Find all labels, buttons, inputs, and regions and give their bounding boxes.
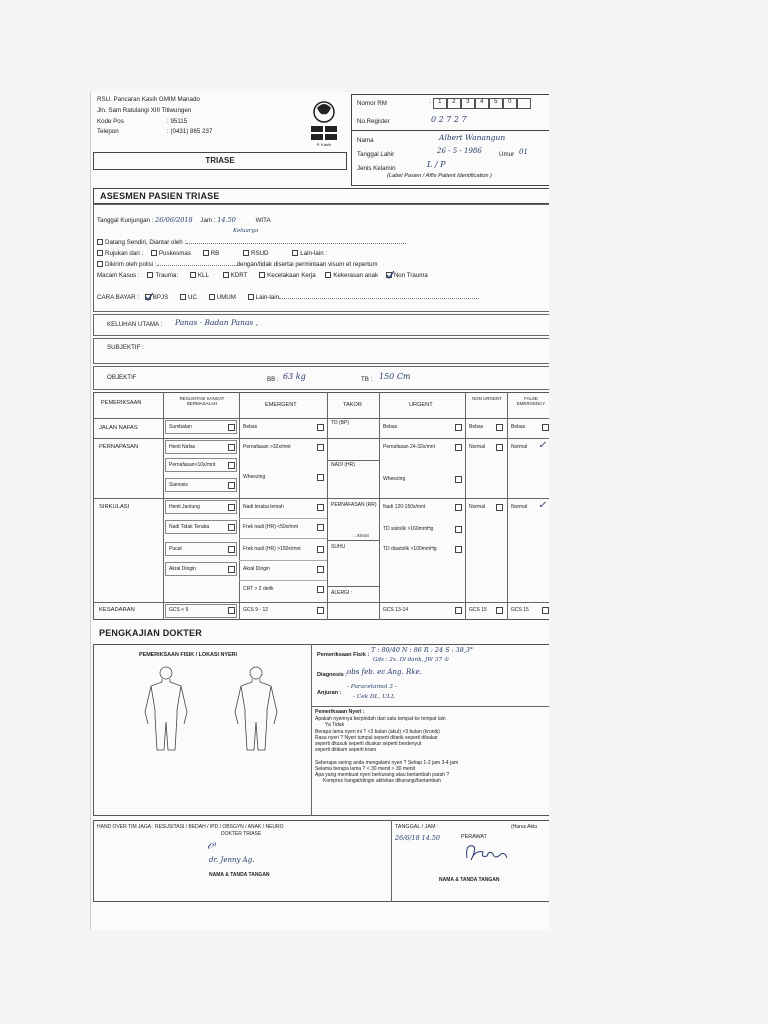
urgent-gcs: GCS 13-14 [383,607,409,613]
anjuran-label: Anjuran : [317,690,342,696]
jam-label: Jam : [200,217,216,224]
bayar-row [97,294,479,302]
handover-label: HAND OVER TIM JAGA : RESUSITASI / BEDAH / IPD / OBSGYN / ANAK / NEURO [97,824,284,830]
emergent-wheezing: Wheezing [243,474,266,480]
emergent-hr-lt50: Frek nadi (HR) <50x/mnt [243,524,298,530]
non-normal-nafas: Normal [469,444,486,450]
row-label-pernapasan: PERNAPASAN [99,444,139,450]
dikirim-row [97,261,378,269]
triage-form-paper [90,92,549,930]
phone-label: Telepon [97,128,119,136]
resus-sumbatan-checkbox[interactable] [228,424,235,431]
emergent-hr-lt50-checkbox[interactable] [317,524,324,531]
non-bebas-checkbox[interactable] [496,424,503,431]
takor-alergi: ALERGI : [331,590,353,596]
emergent-nafas-gt32-checkbox[interactable] [317,444,324,451]
fisik-value-2: Gds : 2x. Dl dank, JW 37 ① [373,657,449,663]
lain-checkbox[interactable] [292,250,298,256]
tanggal-label: TANGGAL / JAM : [395,824,439,830]
non-normal-sirkulasi-checkbox[interactable] [496,504,503,511]
false-gcs: GCS 15 [511,607,529,613]
nyeri-line: Kompres hangat/dingin aktivitas dikurangi/bertambah [323,778,441,785]
sex-label: Jenis Kelamin [357,165,396,172]
nyeri-heading: Pemeriksaan Nyeri : [315,709,365,715]
resus-henti-jantung: Henti Jantung [169,504,200,510]
emergent-nafas-gt32: Pernafasan >32x/mnt [243,444,291,450]
emergent-nadi-lemah: Nadi teraba lemah [243,504,284,510]
resus-akral-checkbox[interactable] [228,566,235,573]
row-label-jalan-nafas: JALAN NAFAS [99,425,138,431]
tb-value: 150 Cm [379,372,411,381]
nama-ttd-left: NAMA & TANDA TANGAN [209,872,270,878]
urgent-bebas-checkbox[interactable] [455,424,462,431]
dob-label: Tanggal Lahir [357,151,395,158]
objektif-label: OBJEKTIF [107,374,137,381]
asesmen-heading: ASESMEN PASIEN TRIASE [100,191,220,201]
postal-value: : 95115 [167,117,188,125]
rsud-label: RSUD [250,250,269,257]
sex-value: L / P [427,160,446,169]
nyeri-line: Rasa nyeri ? Nyeri tumpul seperti ditarik seperti dibakar [315,734,438,741]
kerja-label: Kecelakaan Kerja [267,272,316,279]
hdr-non-urgent: NON URGENT [472,396,502,401]
triase-banner [93,152,347,170]
nyeri-line: seperti ditikam seperti kram [315,747,377,754]
false-normal-nafas-mark: ✓ [538,440,547,451]
hdr-emergent: EMERGENT [265,402,297,408]
takor-pernafasan: PERNAFASAN (RR) [331,502,377,508]
nyeri-line: Selama berapa lama ? < 30 menit > 30 menit [315,765,416,772]
row-label-kesadaran: KESADARAN [99,607,135,613]
puskesmas-checkbox[interactable] [151,250,157,256]
resus-gcs: GCS < 9 [169,607,189,613]
resus-nadi-tidak-teraba: Nadi Tidak Teraba [169,524,210,530]
age-value: 01 [519,148,528,156]
false-gcs-checkbox[interactable] [542,607,549,614]
emergent-gcs-checkbox[interactable] [317,607,324,614]
lainlain-checkbox[interactable] [248,294,254,300]
resus-henti-nafas-checkbox[interactable] [228,444,235,451]
urgent-td-sistolik: TD sistolik >160mmHg [383,526,434,532]
bayar-label: CARA BAYAR : [97,294,140,301]
name-value: Albert Wanangun [439,133,506,142]
urgent-diastolik-checkbox[interactable] [455,546,462,553]
resus-sianosis: Sianosis [169,482,188,488]
takor-nadi: NADI (HR) [331,462,355,468]
urgent-nadi-checkbox[interactable] [455,504,462,511]
subjektif-label: SUBJEKTIF : [107,344,144,351]
fisik-lokasi-heading: PEMERIKSAAN FISIK / LOKASI NYERI [139,652,237,658]
hdr-takor: TAKOR [343,402,362,408]
non-bebas: Bebas [469,424,484,430]
hospital-address: Jln. Sam Ratulangi XIII Titiwungen [97,106,192,114]
emergent-crt-checkbox[interactable] [317,586,324,593]
dokter-heading: PENGKAJIAN DOKTER [99,628,202,638]
dob-value: 26 - 5 - 1986 [437,147,482,155]
non-gcs-checkbox[interactable] [496,607,503,614]
rb-checkbox[interactable] [203,250,209,256]
bpjs-checkbox[interactable] [145,294,151,300]
urgent-sistolik-checkbox[interactable] [455,526,462,533]
tanggal-value: 26/6/18 14.50 [395,834,440,842]
kll-label: KLL [197,272,209,279]
resus-nadi-checkbox[interactable] [228,524,235,531]
resus-nafas-lt10: Pernafasan<10x/mnt [169,462,216,468]
hdr-resusitasi: RESUSITASI SANGAT BERMASALAH [179,396,225,407]
diagnosis-label: Diagnosis : [317,672,348,678]
resus-sianosis-checkbox[interactable] [228,482,235,489]
perawat-signature [461,840,511,866]
subjektif-box [93,338,549,364]
reg-label: No.Register [357,118,390,125]
rm-label: Nomor RM [357,100,387,107]
uc-label: UC [188,294,197,301]
keluhan-value: Panas · Badan Panas , [175,318,259,327]
name-label: Nama [357,137,374,144]
hospital-name: RSU. Pancaran Kasih GMIM Manado [97,96,200,103]
false-normal-sirkulasi-mark: ✓ [538,500,547,511]
non-normal-nafas-checkbox[interactable] [496,444,503,451]
lainlain-label: Lain-lain [255,294,280,301]
rm-digit: 4 [475,98,489,109]
dikirim-checkbox[interactable] [97,261,103,267]
dikirim-note: dengan/tidak disertai permintaan visum et repertum [236,261,378,268]
resus-pucat-checkbox[interactable] [228,546,235,553]
datang-checkbox[interactable] [97,239,103,245]
urgent-wheezing-checkbox[interactable] [455,476,462,483]
wita-label: WITA [255,217,271,224]
visit-value: 26/06/2018 [155,216,193,224]
false-normal-sirkulasi: Normal [511,504,528,510]
rm-digit: 1 [433,98,447,109]
dokter-sign: dr. Jenny Ag. [209,856,255,864]
reg-value: 0 2 7 2 7 [431,115,467,124]
anak-checkbox[interactable] [325,272,331,278]
urgent-gcs-checkbox[interactable] [455,607,462,614]
age-label: Umur [499,151,515,158]
bb-value: 63 kg [283,372,306,381]
tb-label: TB : [361,376,373,383]
emergent-hr-gt150-checkbox[interactable] [317,546,324,553]
perawat-label: PERAWAT [461,834,487,840]
urgent-nafas-checkbox[interactable] [455,444,462,451]
rm-digit [517,98,531,109]
false-bebas: Bebas [511,424,526,430]
logo-caption: P. Kasih [316,142,332,147]
bb-label: BB : [267,376,279,383]
urgent-nafas-24-32: Pernafasan 24-32x/mnt [383,444,435,450]
hdr-false-emergency: FALSE EMERGENCY [516,396,546,407]
row-label-sirkulasi: SIRKULASI [99,504,130,510]
bpjs-label: BPJS [152,294,169,301]
body-front-figure[interactable] [131,664,201,754]
resus-akral-dingin: Akral Dingin [169,566,196,572]
puskesmas-label: Puskesmas [158,250,191,257]
rm-digit: 3 [461,98,475,109]
false-bebas-checkbox[interactable] [542,424,549,431]
visit-row [97,216,271,225]
macam-row [97,272,428,280]
dokter-sign-mark: 𝒪ᵈ [207,842,217,852]
rm-digit: 0 [503,98,517,109]
urgent-bebas: Bebas [383,424,398,430]
non-trauma-checkbox[interactable] [386,272,392,278]
takor-td: TD (BP) [331,420,350,426]
rm-digit: 2 [447,98,461,109]
trauma-label: Trauma: [155,272,179,279]
rsud-checkbox[interactable] [243,250,249,256]
objektif-box [93,366,549,390]
urgent-wheezing: Wheezing [383,476,406,482]
visit-label: Tanggal Kunjungan : [97,217,154,224]
rm-digits: : 1 2 3 4 5 0 [429,98,531,109]
jam-value: 14.50 [217,216,236,224]
resus-sumbatan: Sumbatan [169,424,192,430]
lain-label: Lain-lain : [300,250,328,257]
emergent-gcs: GCS 9 - 12 [243,607,269,613]
uc-checkbox[interactable] [180,294,186,300]
keluhan-label: KELUHAN UTAMA : [107,321,163,328]
nyeri-line: Seberapa sering anda mengalami nyeri ? Setiap 1-2 jam 3-4 jam [315,759,459,766]
rb-label: RB [210,250,220,257]
asesmen-banner [93,188,549,204]
datang-row [97,239,406,247]
nyeri-lines [315,716,458,785]
hdr-pemeriksaan: PEMERIKSAAN [101,400,142,406]
hospital-info [97,96,212,136]
emergent-akral-dingin: Akral Dingin [243,566,270,572]
nyeri-line: Ya Tidak [325,722,345,729]
resus-henti-nafas: Henti Nafas [169,444,196,450]
anjuran-value-1: - Paracetamol 3 - [347,684,397,690]
hospital-logo [305,98,343,148]
triase-title: TRIASE [205,156,235,165]
emergent-hr-gt150: Frek nadi (HR) >150x/mnt [243,546,301,552]
resus-pucat: Pucat [169,546,182,552]
diagnosis-value: obs feb. ec Ang. Rke. [347,668,422,676]
nyeri-line: Apakah nyerinya berpindah dari satu tempat ke tempat lain [315,716,446,722]
dokter-triase-label: DOKTER TRIASE [221,831,262,837]
rm-digit: 5 [489,98,503,109]
anak-label: Kekerasan anak [333,272,379,279]
resus-nafas-lt10-checkbox[interactable] [228,462,235,469]
datang-label: Datang Sendiri, Diantar oleh : [105,239,187,246]
hdr-urgent: URGENT [409,402,433,408]
non-trauma-label: Non Trauma [393,272,428,279]
rujukan-checkbox[interactable] [97,250,103,256]
emergent-bebas: Bebas [243,424,258,430]
nyeri-line: seperti ditusuk seperti dicakar seperti berdenyut [315,741,422,747]
emergent-nadi-lemah-checkbox[interactable] [317,504,324,511]
harus-label: (Harus Aktu [511,824,538,830]
rujukan-row [97,250,327,258]
resus-gcs-checkbox[interactable] [228,607,235,614]
phone-value: : (0431) 865 237 [167,128,213,136]
postal-label: Kode Pos [97,117,124,125]
urgent-nadi-120-150: Nadi 120-150x/mnt [383,504,426,510]
kerja-checkbox[interactable] [259,272,265,278]
dikirim-label: Dikirim oleh polisi : [105,261,157,268]
anjuran-value-2: - Cek DL, ULL [353,694,395,700]
rujukan-label: Rujukan dari : [105,250,144,257]
emergent-bebas-checkbox[interactable] [317,424,324,431]
fisik-label: Pemeriksaan Fisik : [317,652,370,658]
kdrt-label: KDRT [230,272,248,279]
takor-suhu: SUHU [331,544,346,550]
emergent-wheezing-checkbox[interactable] [317,474,324,481]
label-note: (Label Pasien / Affix Patient Identification ) [387,173,492,179]
umum-label: UMUM [216,294,236,301]
non-normal-sirkulasi: Normal [469,504,486,510]
trauma-checkbox[interactable] [147,272,153,278]
keluarga-note: Keluarga [233,228,259,234]
nama-ttd-right: NAMA & TANDA TANGAN [439,877,500,883]
umum-checkbox[interactable] [209,294,215,300]
urgent-td-diastolik: TD diastolik >100mmHg [383,546,437,552]
nyeri-line: Apa yang membuat nyeri berkurang atau bertambah parah ? [315,772,450,778]
non-gcs: GCS 15 [469,607,487,613]
kdrt-checkbox[interactable] [223,272,229,278]
emergent-crt: CRT > 2 detik [243,586,274,592]
kll-checkbox[interactable] [190,272,196,278]
resus-henti-jantung-checkbox[interactable] [228,504,235,511]
emergent-akral-checkbox[interactable] [317,566,324,573]
body-back-figure[interactable] [221,664,291,754]
fisik-value-1: T : 80/40 N : 86 R : 24 S : 38,3° [371,646,474,654]
macam-label: Macam Kasus : [97,272,140,279]
takor-x-mnt: ...X/mnt [353,533,369,538]
nyeri-line: Berapa lama nyeri ini ? <3 bulan (akut) >3 bulan (kronik) [315,728,440,735]
false-normal-nafas: Normal [511,444,528,450]
